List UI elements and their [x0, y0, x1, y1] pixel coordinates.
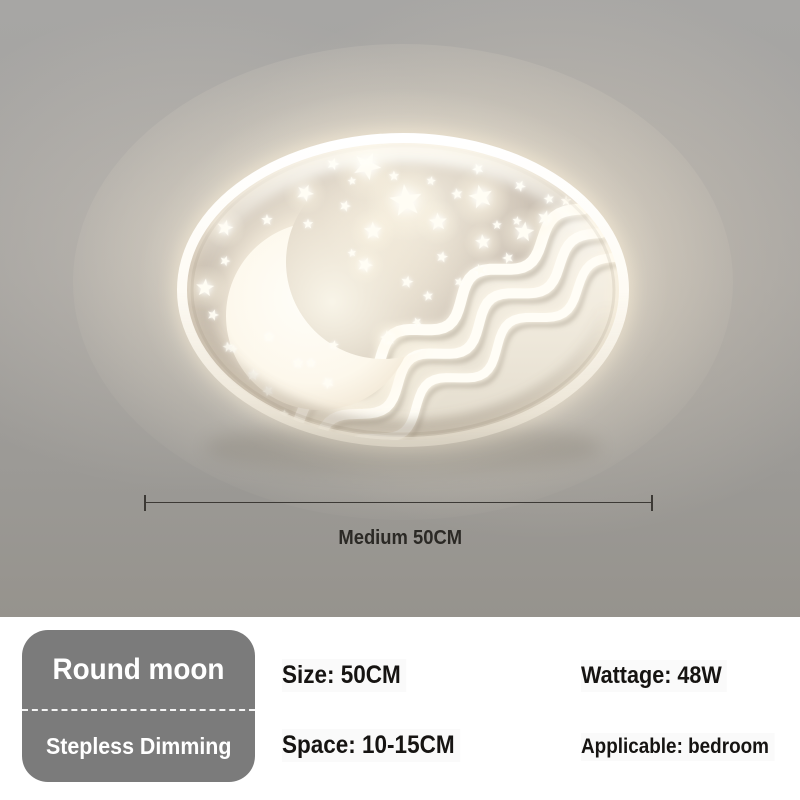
dimension-label: Medium 50CM: [338, 527, 462, 549]
spec-wattage: Wattage: 48W: [581, 660, 727, 692]
dimension-tick-right: [651, 495, 653, 511]
spec-applicable: Applicable: bedroom: [581, 733, 774, 761]
dimension-line: [145, 502, 652, 503]
product-badge: [22, 630, 255, 782]
spec-size: Size: 50CM: [282, 659, 406, 692]
spec-space: Space: 10-15CM: [282, 729, 460, 762]
dimension-tick-left: [144, 495, 146, 511]
product-feature: Stepless Dimming: [22, 709, 255, 782]
product-name: Round moon: [52, 652, 225, 686]
spec-panel: [0, 617, 800, 800]
